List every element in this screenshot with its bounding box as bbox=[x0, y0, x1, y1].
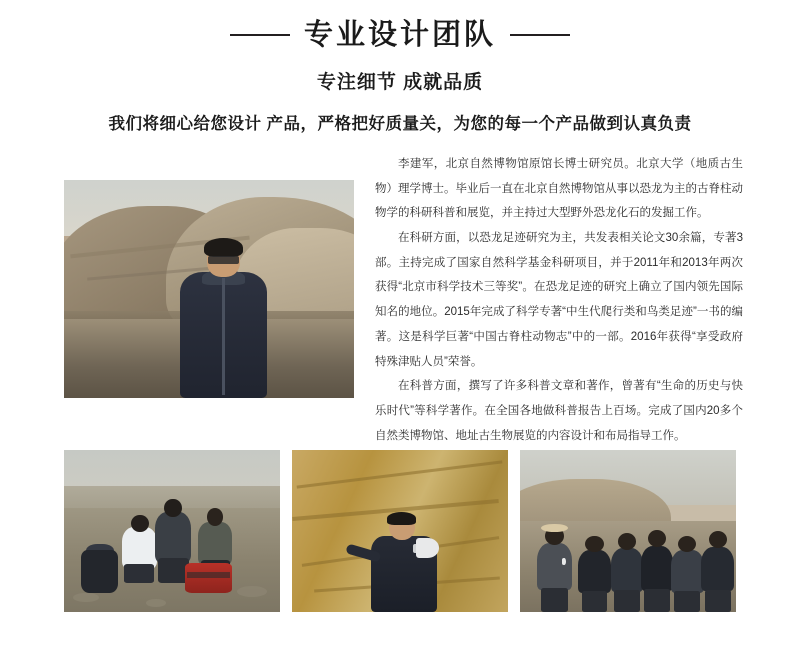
group-person-2-head bbox=[585, 536, 603, 552]
bio-text-block bbox=[375, 152, 743, 449]
field-person-left-head bbox=[131, 515, 149, 533]
group-person-6 bbox=[701, 526, 733, 612]
field-person-left-legs bbox=[124, 564, 154, 583]
field-red-bag-strap bbox=[187, 572, 230, 578]
rock-strata-photo-artwork bbox=[292, 450, 508, 612]
bio-paragraph-3: 在科普方面，撰写了许多科普文章和著作，曾著有“生命的历史与快乐时代”等科学著作。在全国各地做科普报告上百场。完成了国内20多个自然类博物馆、地址古生物展览的内容设计和布局指导工作。 bbox=[375, 380, 743, 442]
field-person-left-torso bbox=[122, 527, 157, 569]
group-person-4-torso bbox=[641, 546, 673, 591]
page-tagline: 我们将细心给您设计 产品，严格把好质量关，为您的每一个产品做到认真负责 bbox=[108, 114, 692, 133]
group-person-6-torso bbox=[701, 547, 733, 592]
group-person-1 bbox=[537, 521, 572, 612]
bio-paragraph-2: 在科研方面，以恐龙足迹研究为主，共发表相关论文30余篇，专著3部。主持完成了国家自然科学基金科研项目，并于2011年和2013年两次获得“北京市科学技术三等奖”。在恐龙足迹的研究上确立了国内领先国际知名的地位。2015年完成了科学专著“中生代爬行类和鸟类足迹”一书的编著。这是科学巨著“中国古脊柱动物志”中的一部。2016年获得“享受政府特殊津贴人员”荣誉。 bbox=[375, 231, 743, 368]
portrait-person-glasses bbox=[208, 256, 240, 264]
group-person-2-torso bbox=[578, 550, 610, 592]
field-backpack bbox=[81, 550, 118, 592]
group-person-4 bbox=[641, 525, 673, 612]
field-person-left bbox=[122, 515, 157, 583]
bio-paragraph-1: 李建军，北京自然博物馆原馆长博士研究员。北京大学（地质古生物）理学博士。毕业后一直在北京自然博物馆从事以恐龙为主的古脊柱动物学的科研科普和展览，并主持过大型野外恐龙化石的发掘工作。 bbox=[375, 157, 743, 220]
rock-photo-person-hair bbox=[387, 512, 416, 525]
group-megaphone-icon bbox=[562, 558, 565, 565]
field-stone-1 bbox=[73, 593, 99, 603]
group-person-5-torso bbox=[671, 550, 703, 592]
bio-section bbox=[0, 152, 800, 442]
group-person-4-head bbox=[648, 530, 666, 547]
photo-strip bbox=[64, 450, 736, 612]
field-person-middle-legs bbox=[158, 558, 189, 583]
field-person-middle-head bbox=[164, 499, 182, 518]
group-tour-photo-artwork bbox=[520, 450, 736, 612]
group-person-3-legs bbox=[614, 590, 640, 612]
field-team-photo bbox=[64, 450, 280, 612]
group-person-3-torso bbox=[611, 548, 643, 592]
group-person-6-legs bbox=[705, 590, 731, 612]
title-rule-left bbox=[230, 34, 290, 36]
group-person-4-legs bbox=[644, 589, 670, 612]
portrait-person-zipper bbox=[222, 278, 225, 394]
portrait-person-hair bbox=[204, 238, 243, 257]
portrait-photo-artwork bbox=[64, 180, 354, 398]
page-title: 专业设计团队 bbox=[303, 19, 496, 51]
rock-strata-photo bbox=[292, 450, 508, 612]
header bbox=[0, 0, 800, 134]
group-person-1-hat bbox=[541, 524, 567, 532]
group-person-3-head bbox=[618, 533, 636, 550]
group-person-5 bbox=[671, 531, 703, 612]
group-person-1-legs bbox=[541, 588, 569, 612]
group-person-3 bbox=[611, 528, 643, 612]
group-person-2 bbox=[578, 531, 610, 612]
field-team-photo-artwork bbox=[64, 450, 280, 612]
rock-photo-person bbox=[361, 515, 447, 612]
field-person-middle-torso bbox=[155, 512, 192, 563]
field-red-bag bbox=[185, 563, 233, 592]
group-person-2-legs bbox=[582, 591, 608, 612]
group-tour-photo bbox=[520, 450, 736, 612]
field-stone-2 bbox=[146, 599, 165, 607]
megaphone-icon bbox=[416, 538, 438, 557]
title-rule-right bbox=[510, 34, 570, 36]
title-row bbox=[0, 18, 800, 53]
group-person-5-legs bbox=[674, 591, 700, 612]
field-person-right-torso bbox=[198, 522, 233, 565]
group-person-6-head bbox=[709, 531, 727, 548]
page-subtitle: 专注细节 成就品质 bbox=[316, 71, 484, 93]
portrait-photo bbox=[64, 180, 354, 398]
portrait-person bbox=[174, 236, 273, 397]
group-person-1-torso bbox=[537, 543, 572, 590]
